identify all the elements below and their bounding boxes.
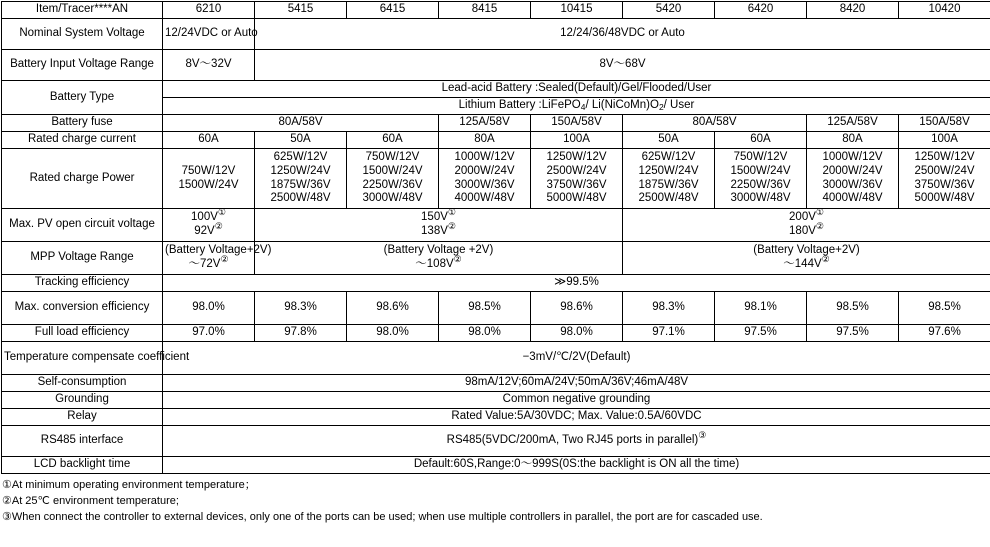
cell-battery-fuse-group-2: 80A/58V xyxy=(623,115,807,132)
cell-battery-fuse-10420: 150A/58V xyxy=(899,115,990,132)
footnote-marker-2-icon: ② xyxy=(816,221,824,231)
cell-max-conversion-efficiency-6210: 98.0% xyxy=(163,292,255,325)
cell-self-consumption: 98mA/12V;60mA/24V;50mA/36V;46mA/48V xyxy=(163,375,990,392)
cell-rated-charge-power-8415: 1000W/12V 2000W/24V 3000W/36V 4000W/48V xyxy=(439,149,531,209)
cell-battery-type-lithium xyxy=(163,98,990,115)
cell-rated-charge-current-6420: 60A xyxy=(715,132,807,149)
row-label-relay: Relay xyxy=(2,409,163,426)
table-row xyxy=(2,457,990,474)
cell-rated-charge-power-5415: 625W/12V 1250W/24V 1875W/36V 2500W/48V xyxy=(255,149,347,209)
max-pv-g2-line2: 138V xyxy=(421,225,448,237)
cell-battery-type-lead-acid: Lead-acid Battery :Sealed(Default)/Gel/Flooded/User xyxy=(163,81,990,98)
cell-max-conversion-efficiency-6415: 98.6% xyxy=(347,292,439,325)
table-header-row xyxy=(2,2,990,19)
table-row xyxy=(2,409,990,426)
cell-rated-charge-power-10420: 1250W/12V 2500W/24V 3750W/36V 5000W/48V xyxy=(899,149,990,209)
footnote-marker-2-icon: ② xyxy=(215,221,223,231)
cell-max-conversion-efficiency-8415: 98.5% xyxy=(439,292,531,325)
table-row xyxy=(2,115,990,132)
footnote-marker-2-icon: ② xyxy=(448,221,456,231)
cell-rated-charge-current-10420: 100A xyxy=(899,132,990,149)
cell-rated-charge-power-10415: 1250W/12V 2500W/24V 3750W/36V 5000W/48V xyxy=(531,149,623,209)
cell-temperature-compensate-coefficient: −3mV/℃/2V(Default) xyxy=(163,342,990,375)
lithium-prefix: Lithium Battery :LiFePO xyxy=(459,99,581,111)
cell-lcd-backlight-time: Default:60S,Range:0～999S(0S:the backlight is ON all the time) xyxy=(163,457,990,474)
cell-full-load-efficiency-6415: 98.0% xyxy=(347,325,439,342)
footnote-marker-3-icon: ③ xyxy=(698,430,706,440)
cell-rated-charge-power-6420: 750W/12V 1500W/24V 2250W/36V 3000W/48V xyxy=(715,149,807,209)
cell-max-conversion-efficiency-5415: 98.3% xyxy=(255,292,347,325)
row-label-tracking-efficiency: Tracking efficiency xyxy=(2,275,163,292)
cell-relay: Rated Value:5A/30VDC; Max. Value:0.5A/60VDC xyxy=(163,409,990,426)
cell-max-conversion-efficiency-5420: 98.3% xyxy=(623,292,715,325)
footnotes xyxy=(2,478,990,526)
cell-mpp-voltage-group-1 xyxy=(163,242,255,275)
max-pv-g1-line1: 100V xyxy=(191,211,218,223)
cell-max-pv-voltage-group-3 xyxy=(623,209,990,242)
header-model-10420: 10420 xyxy=(899,2,990,19)
row-label-rs485-interface: RS485 interface xyxy=(2,426,163,457)
header-model-5415: 5415 xyxy=(255,2,347,19)
table-row xyxy=(2,292,990,325)
cell-rated-charge-current-5415: 50A xyxy=(255,132,347,149)
row-label-nominal-system-voltage: Nominal System Voltage xyxy=(2,19,163,50)
cell-rated-charge-current-8415: 80A xyxy=(439,132,531,149)
header-model-6210: 6210 xyxy=(163,2,255,19)
rs485-value: RS485(5VDC/200mA, Two RJ45 ports in parallel) xyxy=(447,434,699,446)
mpp-g1-line2: ～72V xyxy=(188,258,220,270)
lithium-suffix: / User xyxy=(664,99,695,111)
cell-battery-fuse-8420: 125A/58V xyxy=(807,115,899,132)
mpp-g2-line1: (Battery Voltage +2V) xyxy=(384,244,494,256)
lithium-sub-4: 4 xyxy=(581,102,586,112)
table-row xyxy=(2,50,990,81)
cell-nominal-system-voltage-6210: 12/24VDC or Auto xyxy=(163,19,255,50)
cell-rated-charge-current-8420: 80A xyxy=(807,132,899,149)
cell-rated-charge-current-6210: 60A xyxy=(163,132,255,149)
specification-sheet xyxy=(0,1,990,526)
max-pv-g3-line2: 180V xyxy=(789,225,816,237)
table-row xyxy=(2,325,990,342)
cell-battery-fuse-8415: 125A/58V xyxy=(439,115,531,132)
table-row xyxy=(2,209,990,242)
row-label-battery-input-voltage-range: Battery Input Voltage Range xyxy=(2,50,163,81)
header-item-label: Item/Tracer****AN xyxy=(2,2,163,19)
cell-battery-input-voltage-6210: 8V～32V xyxy=(163,50,255,81)
cell-full-load-efficiency-5420: 97.1% xyxy=(623,325,715,342)
row-label-temperature-compensate-coefficient: Temperature compensate coefficient xyxy=(2,342,163,375)
cell-rated-charge-power-5420: 625W/12V 1250W/24V 1875W/36V 2500W/48V xyxy=(623,149,715,209)
max-pv-g2-line1: 150V xyxy=(421,211,448,223)
table-row xyxy=(2,19,990,50)
table-row xyxy=(2,275,990,292)
row-label-grounding: Grounding xyxy=(2,392,163,409)
footnote-marker-2-icon: ② xyxy=(454,254,462,264)
row-label-battery-fuse: Battery fuse xyxy=(2,115,163,132)
footnote-3: ③When connect the controller to external devices, only one of the ports can be used; when use multiple controllers in parallel, the port are for cascaded use. xyxy=(2,510,990,526)
cell-max-pv-voltage-group-1 xyxy=(163,209,255,242)
max-pv-g1-line2: 92V xyxy=(194,225,214,237)
mpp-g3-line1: (Battery Voltage+2V) xyxy=(753,244,859,256)
cell-full-load-efficiency-5415: 97.8% xyxy=(255,325,347,342)
cell-rated-charge-power-6415: 750W/12V 1500W/24V 2250W/36V 3000W/48V xyxy=(347,149,439,209)
cell-rated-charge-current-5420: 50A xyxy=(623,132,715,149)
cell-rs485-interface xyxy=(163,426,990,457)
footnote-marker-1-icon: ① xyxy=(448,208,456,218)
row-label-rated-charge-power: Rated charge Power xyxy=(2,149,163,209)
cell-full-load-efficiency-10420: 97.6% xyxy=(899,325,990,342)
cell-full-load-efficiency-10415: 98.0% xyxy=(531,325,623,342)
mpp-g2-line2: ～108V xyxy=(415,258,453,270)
row-label-full-load-efficiency: Full load efficiency xyxy=(2,325,163,342)
cell-max-conversion-efficiency-6420: 98.1% xyxy=(715,292,807,325)
cell-max-conversion-efficiency-10420: 98.5% xyxy=(899,292,990,325)
cell-mpp-voltage-group-2 xyxy=(255,242,623,275)
table-row xyxy=(2,149,990,209)
cell-grounding: Common negative grounding xyxy=(163,392,990,409)
header-model-5420: 5420 xyxy=(623,2,715,19)
footnote-marker-1-icon: ① xyxy=(218,208,226,218)
footnote-2: ②At 25℃ environment temperature; xyxy=(2,494,990,510)
cell-rated-charge-current-10415: 100A xyxy=(531,132,623,149)
row-label-self-consumption: Self-consumption xyxy=(2,375,163,392)
cell-mpp-voltage-group-3 xyxy=(623,242,990,275)
cell-full-load-efficiency-8420: 97.5% xyxy=(807,325,899,342)
table-row xyxy=(2,342,990,375)
row-label-rated-charge-current: Rated charge current xyxy=(2,132,163,149)
table-row xyxy=(2,242,990,275)
row-label-max-pv-open-circuit-voltage: Max. PV open circuit voltage xyxy=(2,209,163,242)
header-model-6415: 6415 xyxy=(347,2,439,19)
cell-full-load-efficiency-6210: 97.0% xyxy=(163,325,255,342)
cell-battery-fuse-10415: 150A/58V xyxy=(531,115,623,132)
table-row xyxy=(2,81,990,98)
mpp-g3-line2: ～144V xyxy=(783,258,821,270)
cell-rated-charge-power-6210: 750W/12V 1500W/24V xyxy=(163,149,255,209)
table-row xyxy=(2,375,990,392)
specification-table xyxy=(1,1,990,474)
cell-max-conversion-efficiency-8420: 98.5% xyxy=(807,292,899,325)
mpp-g1-line1: (Battery Voltage+2V) xyxy=(165,244,271,256)
cell-full-load-efficiency-8415: 98.0% xyxy=(439,325,531,342)
header-model-8415: 8415 xyxy=(439,2,531,19)
footnote-marker-2-icon: ② xyxy=(822,254,830,264)
max-pv-g3-line1: 200V xyxy=(789,211,816,223)
lithium-sub-2: 2 xyxy=(659,102,664,112)
cell-max-pv-voltage-group-2 xyxy=(255,209,623,242)
footnote-marker-1-icon: ① xyxy=(816,208,824,218)
cell-battery-fuse-group-1: 80A/58V xyxy=(163,115,439,132)
cell-full-load-efficiency-6420: 97.5% xyxy=(715,325,807,342)
cell-rated-charge-current-6415: 60A xyxy=(347,132,439,149)
header-model-10415: 10415 xyxy=(531,2,623,19)
cell-rated-charge-power-8420: 1000W/12V 2000W/24V 3000W/36V 4000W/48V xyxy=(807,149,899,209)
table-row xyxy=(2,426,990,457)
cell-max-conversion-efficiency-10415: 98.6% xyxy=(531,292,623,325)
footnote-marker-2-icon: ② xyxy=(220,254,228,264)
footnote-1: ①At minimum operating environment temperature； xyxy=(2,478,990,494)
header-model-6420: 6420 xyxy=(715,2,807,19)
table-row xyxy=(2,132,990,149)
row-label-max-conversion-efficiency: Max. conversion efficiency xyxy=(2,292,163,325)
lithium-mid: / Li(NiCoMn)O xyxy=(585,99,658,111)
cell-battery-input-voltage-rest: 8V～68V xyxy=(255,50,990,81)
cell-tracking-efficiency: ≫99.5% xyxy=(163,275,990,292)
header-model-8420: 8420 xyxy=(807,2,899,19)
cell-nominal-system-voltage-rest: 12/24/36/48VDC or Auto xyxy=(255,19,990,50)
table-row xyxy=(2,392,990,409)
row-label-mpp-voltage-range: MPP Voltage Range xyxy=(2,242,163,275)
row-label-battery-type: Battery Type xyxy=(2,81,163,115)
row-label-lcd-backlight-time: LCD backlight time xyxy=(2,457,163,474)
